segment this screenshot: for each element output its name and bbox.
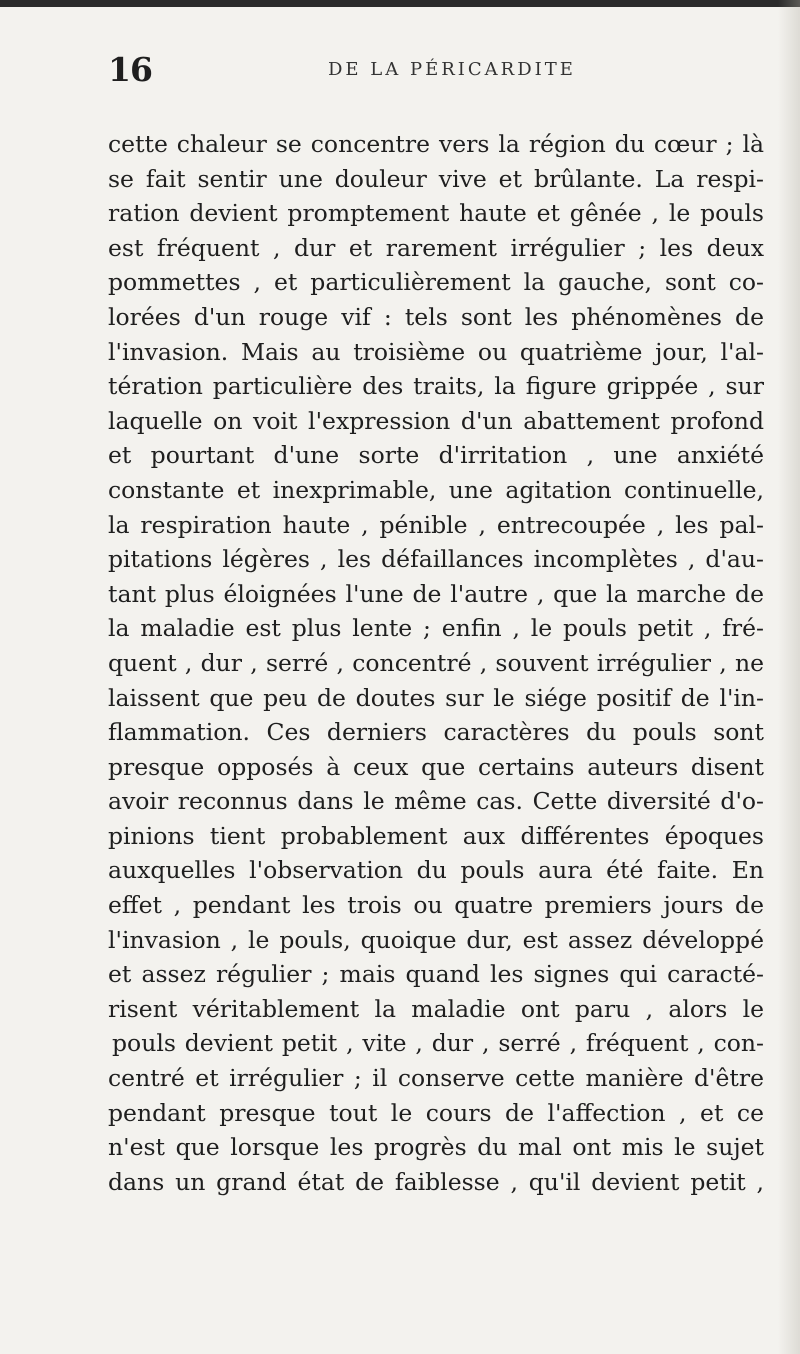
- text-line: et assez régulier ; mais quand les signes qui caracté-: [108, 960, 764, 989]
- text-line: l'invasion , le pouls, quoique dur, est assez développé: [108, 925, 764, 954]
- text-line: auxquelles l'observation du pouls aura été faite. En: [108, 856, 764, 885]
- text-line: la maladie est plus lente ; enfin , le pouls petit , fré-: [108, 614, 764, 643]
- page-header: [108, 50, 758, 90]
- text-line: l'invasion. Mais au troisième ou quatrième jour, l'al-: [108, 337, 764, 366]
- text-line: pouls devient petit , vite , dur , serré , fréquent , con-: [112, 1029, 764, 1058]
- text-line: lorées d'un rouge vif : tels sont les phénomènes de: [108, 302, 764, 331]
- text-line: quent , dur , serré , concentré , souvent irrégulier , ne: [108, 648, 764, 677]
- text-line: n'est que lorsque les progrès du mal ont mis le sujet: [108, 1133, 764, 1162]
- text-line: cette chaleur se concentre vers la région du cœur ; là: [108, 130, 764, 158]
- text-line: ration devient promptement haute et gênée , le pouls: [108, 199, 764, 228]
- text-line: centré et irrégulier ; il conserve cette manière d'être: [108, 1064, 764, 1093]
- running-title: DE LA PÉRICARDITE: [328, 59, 576, 80]
- text-line: se fait sentir une douleur vive et brûlante. La respi-: [108, 164, 764, 193]
- text-line: constante et inexprimable, une agitation continuelle,: [108, 475, 764, 504]
- text-line: laissent que peu de doutes sur le siége positif de l'in-: [108, 683, 764, 712]
- text-line: pendant presque tout le cours de l'affection , et ce: [108, 1098, 764, 1127]
- text-line: et pourtant d'une sorte d'irritation , une anxiété: [108, 441, 764, 470]
- text-line: pinions tient probablement aux différentes époques: [108, 821, 764, 850]
- text-line: tération particulière des traits, la figure grippée , sur: [108, 372, 764, 401]
- body-text: [108, 127, 764, 1199]
- text-line: la respiration haute , pénible , entrecoupée , les pal-: [108, 510, 764, 539]
- text-line: effet , pendant les trois ou quatre premiers jours de: [108, 891, 764, 920]
- page-number: 16: [108, 50, 152, 89]
- text-line: presque opposés à ceux que certains auteurs disent: [108, 752, 764, 781]
- page-top-edge: [0, 0, 800, 7]
- text-line: pitations légères , les défaillances incomplètes , d'au-: [108, 545, 764, 574]
- page-edge-shadow: [778, 0, 800, 1354]
- text-line: est fréquent , dur et rarement irrégulier ; les deux: [108, 233, 764, 262]
- text-line: risent véritablement la maladie ont paru , alors le: [108, 994, 764, 1023]
- text-line: pommettes , et particulièrement la gauche, sont co-: [108, 268, 764, 297]
- text-line: dans un grand état de faiblesse , qu'il devient petit ,: [108, 1167, 764, 1196]
- text-line: laquelle on voit l'expression d'un abattement profond: [108, 406, 764, 435]
- text-line: avoir reconnus dans le même cas. Cette diversité d'o-: [108, 787, 764, 816]
- text-line: tant plus éloignées l'une de l'autre , que la marche de: [108, 579, 764, 608]
- text-line: flammation. Ces derniers caractères du pouls sont: [108, 718, 764, 747]
